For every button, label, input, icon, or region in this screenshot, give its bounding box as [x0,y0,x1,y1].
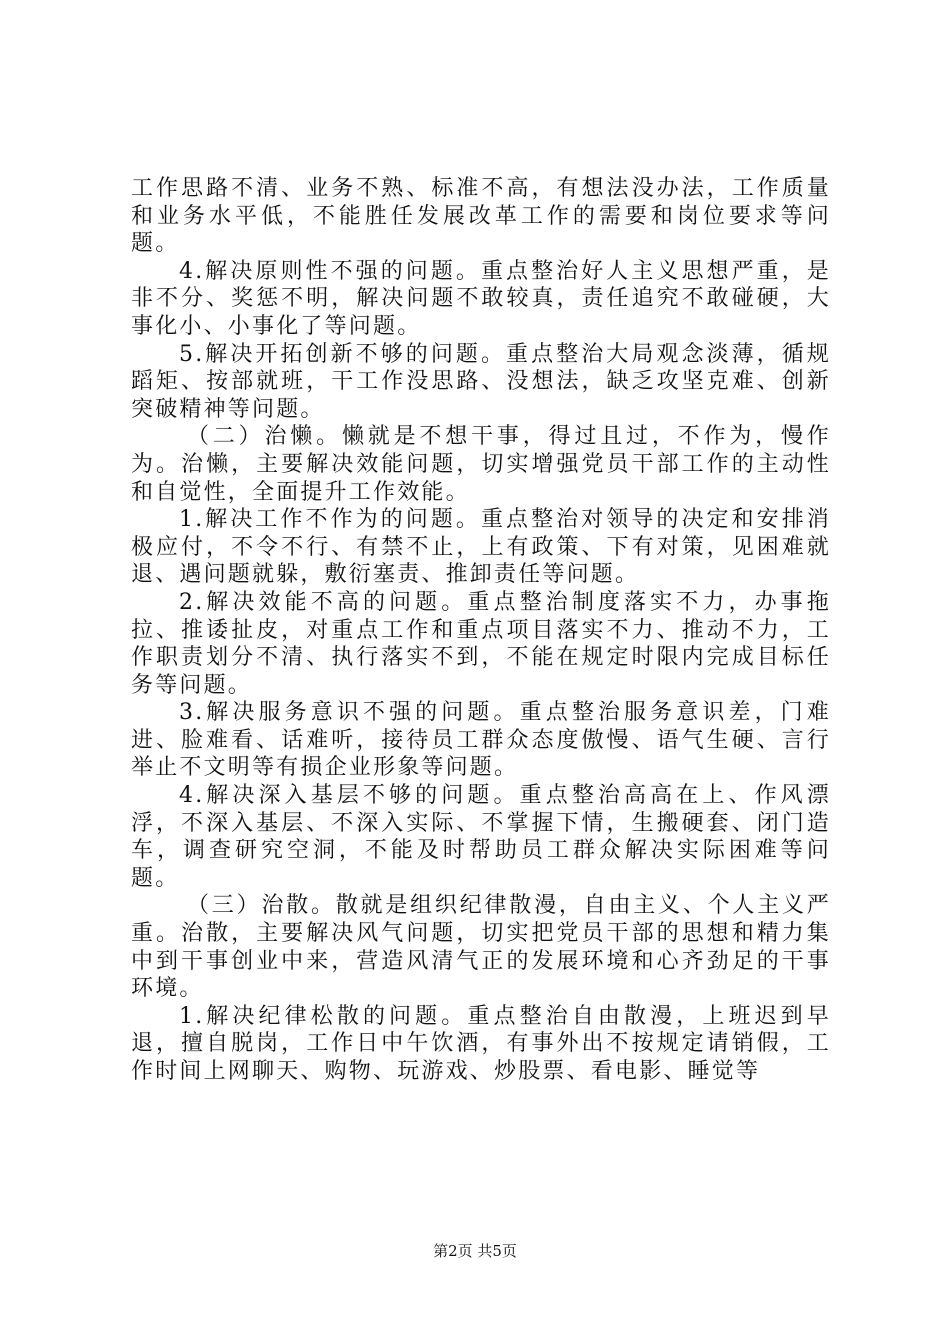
section-heading-loose: （三）治散。散就是组织纪律散漫，自由主义、个人主义严重。治散，主要解决风气问题，切实把党员干部的思想和精力集中到干事创业中来，营造风清气正的发展环境和心齐劲足的干事环境。 [131,893,831,1002]
page-number-footer: 第2页 共5页 [433,1242,517,1260]
paragraph-item-5-innovation: 5.解决开拓创新不够的问题。重点整治大局观念淡薄，循规蹈矩、按部就班，干工作没思路、没想法，缺乏攻坚克难、创新突破精神等问题。 [131,341,831,422]
section-heading-lazy: （二）治懒。懒就是不想干事，得过且过，不作为，慢作为。治懒，主要解决效能问题，切实增强党员干部工作的主动性和自觉性，全面提升工作效能。 [131,424,831,505]
paragraph-item-4-principle: 4.解决原则性不强的问题。重点整治好人主义思想严重，是非不分、奖惩不明，解决问题不敢较真，责任追究不敢碰硬，大事化小、小事化了等问题。 [131,258,831,339]
paragraph-item-4-grassroots: 4.解决深入基层不够的问题。重点整治高高在上、作风漂浮，不深入基层、不深入实际、不掌握下情，生搬硬套、闭门造车，调查研究空洞，不能及时帮助员工群众解决实际困难等问题。 [131,783,831,891]
paragraph-item-1-inaction: 1.解决工作不作为的问题。重点整治对领导的决定和安排消极应付，不令不行、有禁不止，上有政策、下有对策，见困难就退、遇问题就躲，敷衍塞责、推卸责任等问题。 [131,507,831,588]
document-body [131,175,831,1086]
paragraph-continuation: 工作思路不清、业务不熟、标准不高，有想法没办法，工作质量和业务水平低，不能胜任发展改革工作的需要和岗位要求等问题。 [131,176,831,257]
paragraph-item-1-discipline: 1.解决纪律松散的问题。重点整治自由散漫，上班迟到早退，擅自脱岗，工作日中午饮酒，有事外出不按规定请销假，工作时间上网聊天、购物、玩游戏、炒股票、看电影、睡觉等 [131,1003,831,1084]
paragraph-item-3-service: 3.解决服务意识不强的问题。重点整治服务意识差，门难进、脸难看、话难听，接待员工群众态度傲慢、语气生硬、言行举止不文明等有损企业形象等问题。 [131,700,831,781]
paragraph-item-2-efficiency: 2.解决效能不高的问题。重点整治制度落实不力，办事拖拉、推诿扯皮，对重点工作和重点项目落实不力、推动不力，工作职责划分不清、执行落实不到，不能在规定时限内完成目标任务等问题。 [131,589,831,698]
